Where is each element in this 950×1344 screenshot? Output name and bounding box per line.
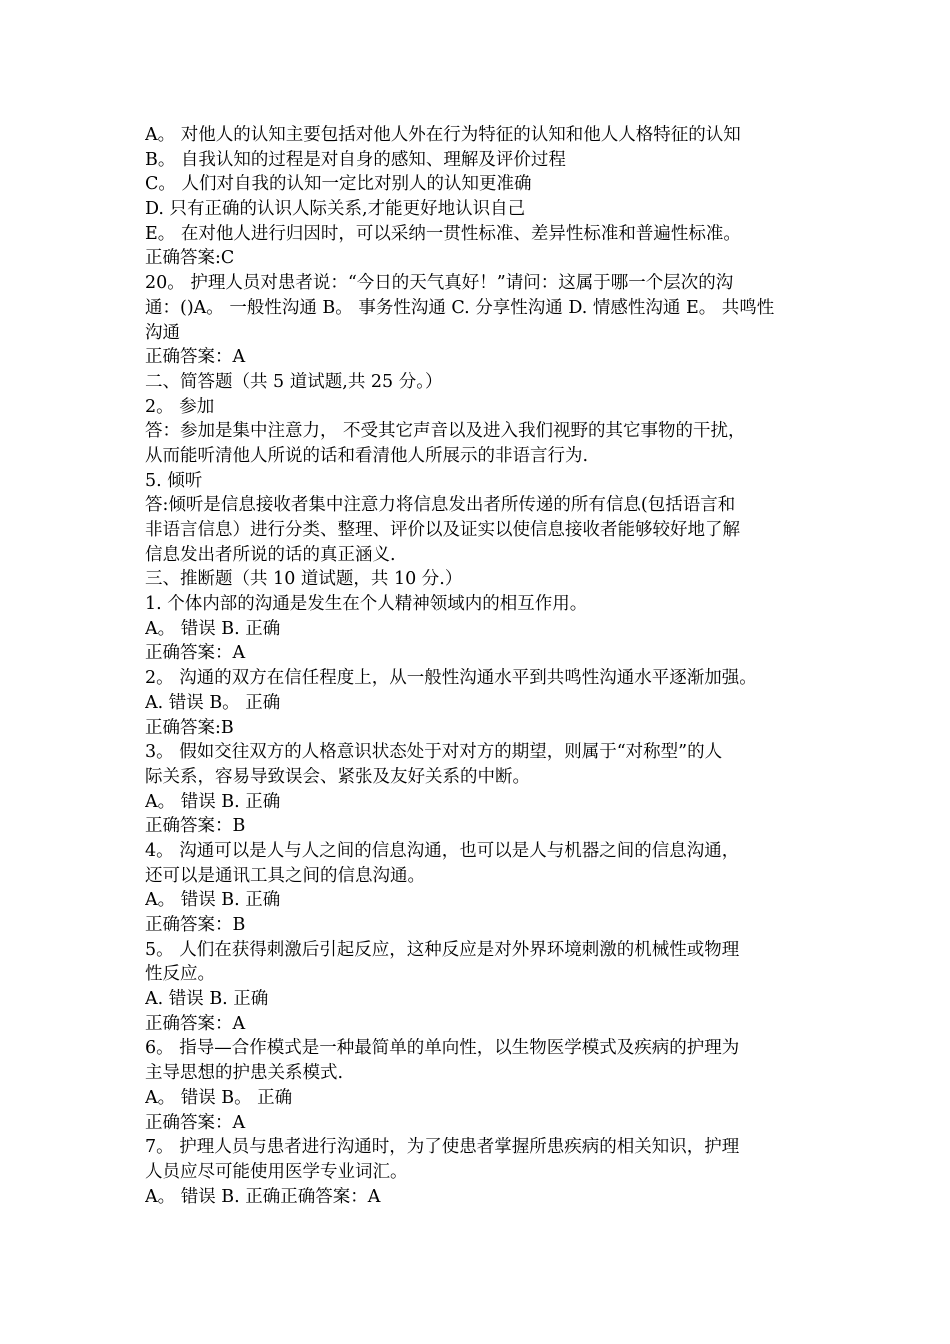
question-line: 性反应。 <box>145 964 215 985</box>
answer-line: 正确答案：A <box>145 1013 246 1034</box>
question-line: 际关系，容易导致误会、紧张及友好关系的中断。 <box>145 766 530 787</box>
question-line: 7。 护理人员与患者进行沟通时，为了使患者掌握所患疾病的相关知识，护理 <box>145 1137 740 1158</box>
question-line: 1. 个体内部的沟通是发生在个人精神领域内的相互作用。 <box>145 594 588 615</box>
answer-line: 正确答案:B <box>145 717 234 738</box>
option-line: A。 错误 B. 正确 <box>145 890 281 911</box>
option-line: E。 在对他人进行归因时，可以采纳一贯性标准、差异性标准和普遍性标准。 <box>145 223 741 244</box>
answer-text-line: 信息发出者所说的话的真正涵义. <box>145 544 396 565</box>
question-line: 人员应尽可能使用医学专业词汇。 <box>145 1161 408 1182</box>
option-line: C。 人们对自我的认知一定比对别人的认知更准确 <box>145 174 532 195</box>
question-line: 20。 护理人员对患者说：“今日的天气真好！”请问：这属于哪一个层次的沟 <box>145 273 734 294</box>
answer-line: 正确答案：B <box>145 816 246 837</box>
option-line: B。 自我认知的过程是对自身的感知、理解及评价过程 <box>145 149 566 170</box>
answer-line: 正确答案:C <box>145 248 235 269</box>
question-line: 主导思想的护患关系模式. <box>145 1063 344 1084</box>
answer-text-line: 答：参加是集中注意力， 不受其它声音以及进入我们视野的其它事物的干扰， <box>145 421 746 442</box>
document-body <box>145 123 815 1209</box>
answer-text-line: 答:倾听是信息接收者集中注意力将信息发出者所传递的所有信息(包括语言和 <box>145 495 736 516</box>
option-answer-line: A。 错误 B. 正确正确答案：A <box>145 1186 381 1207</box>
question-line: 5. 倾听 <box>145 470 203 491</box>
question-line: 2。 参加 <box>145 396 215 417</box>
question-line: 5。 人们在获得刺激后引起反应，这种反应是对外界环境刺激的机械性或物理 <box>145 939 740 960</box>
question-line: 6。 指导—合作模式是一种最简单的单向性，以生物医学模式及疾病的护理为 <box>145 1038 740 1059</box>
option-line: A. 错误 B。 正确 <box>145 692 281 713</box>
section-heading: 三、推断题（共 10 道试题，共 10 分.） <box>145 569 463 590</box>
question-line: 4。 沟通可以是人与人之间的信息沟通，也可以是人与机器之间的信息沟通， <box>145 840 740 861</box>
section-heading: 二、简答题（共 5 道试题,共 25 分。） <box>145 371 443 392</box>
answer-text-line: 从而能听清他人所说的话和看清他人所展示的非语言行为. <box>145 445 589 466</box>
question-line: 3。 假如交往双方的人格意识状态处于对对方的期望，则属于“对称型”的人 <box>145 742 723 763</box>
option-line: A. 错误 B. 正确 <box>145 989 269 1010</box>
answer-line: 正确答案：B <box>145 915 246 935</box>
answer-line: 正确答案：A <box>145 643 246 664</box>
option-line: A。 错误 B。 正确 <box>145 1087 293 1108</box>
question-line: 通：()A。 一般性沟通 B。 事务性沟通 C. 分享性沟通 D. 情感性沟通 E。 共鸣性 <box>145 297 775 318</box>
option-line: A。 对他人的认知主要包括对他人外在行为特征的认知和他人人格特征的认知 <box>145 125 741 145</box>
question-line: 还可以是通讯工具之间的信息沟通。 <box>145 865 425 886</box>
option-line: D. 只有正确的认识人际关系,才能更好地认识自己 <box>145 199 526 220</box>
option-line: A。 错误 B. 正确 <box>145 618 281 639</box>
question-line: 2。 沟通的双方在信任程度上，从一般性沟通水平到共鸣性沟通水平逐渐加强。 <box>145 668 757 689</box>
answer-line: 正确答案：A <box>145 347 246 368</box>
question-line: 沟通 <box>145 322 180 343</box>
option-line: A。 错误 B. 正确 <box>145 791 281 812</box>
answer-line: 正确答案：A <box>145 1112 246 1133</box>
answer-text-line: 非语言信息）进行分类、整理、评价以及证实以使信息接收者能够较好地了解 <box>145 520 740 540</box>
